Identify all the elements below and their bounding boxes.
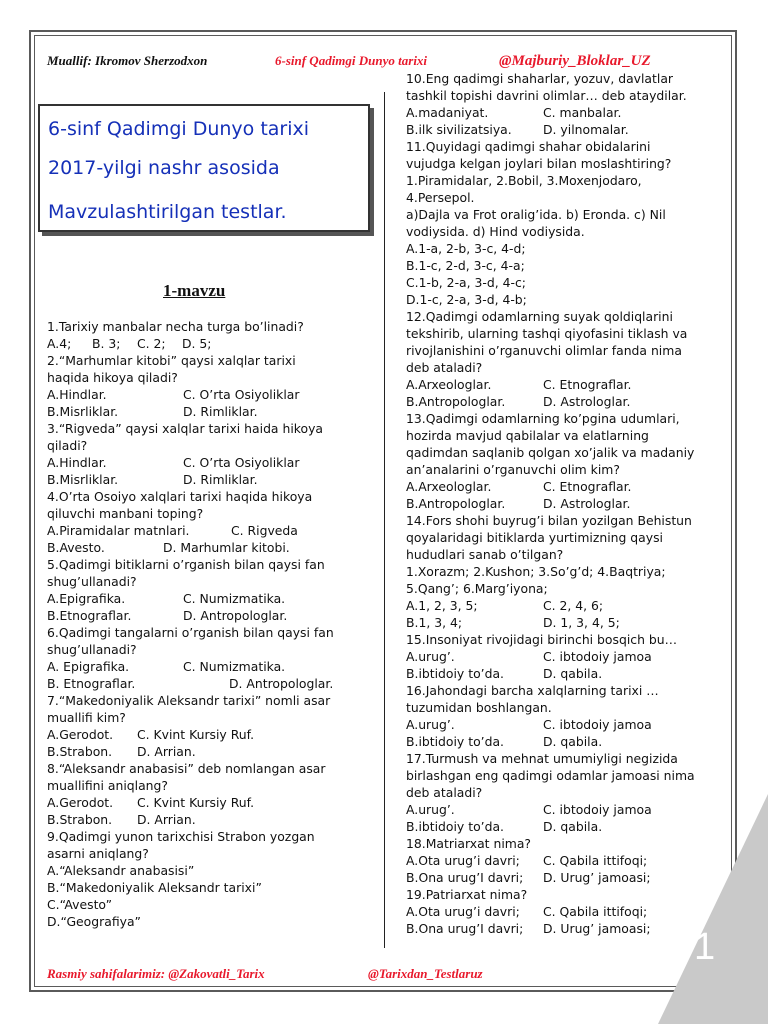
question-text: vujudga kelgan joylari bilan moslashtiring? (406, 156, 672, 171)
answer-option: D. Rimliklar. (183, 404, 258, 419)
question-line (406, 444, 716, 461)
question-text: 1.Piramidalar, 2.Bobil, 3.Moxenjodaro, (406, 173, 642, 188)
question-line (406, 87, 716, 104)
answer-option: C. Etnograflar. (543, 377, 632, 392)
question-line (406, 580, 716, 597)
answer-option: A.Hindlar. (47, 455, 107, 470)
question-text: 5.Qang’; 6.Marg’iyona; (406, 581, 548, 596)
question-line (406, 104, 716, 121)
question-text: an’analarini o’rganuvchi olim kim? (406, 462, 620, 477)
answer-option: C. 2, 4, 6; (543, 598, 604, 613)
answer-option: C. Kvint Kursiy Ruf. (137, 795, 255, 810)
answer-option: C. ibtodoiy jamoa (543, 802, 652, 817)
answer-option: D. Marhumlar kitobi. (163, 540, 290, 555)
question-text: B.“Makedoniyalik Aleksandr tarixi” (47, 880, 262, 895)
question-text: 14.Fors shohi buyrug’i bilan yozilgan Behistun (406, 513, 692, 528)
question-line (47, 641, 377, 658)
question-text: 5.Qadimgi bitiklarni o’rganish bilan qaysi fan (47, 557, 325, 572)
question-line (406, 342, 716, 359)
header-subject: 6-sinf Qadimgi Dunyo tarixi (275, 53, 428, 68)
question-text: 11.Quyidagi qadimgi shahar obidalarini (406, 139, 651, 154)
question-line (47, 845, 377, 862)
question-line (406, 869, 716, 886)
question-text: muallifini aniqlang? (47, 778, 168, 793)
question-line (406, 597, 716, 614)
answer-option: C. 2; (137, 336, 166, 351)
question-line (406, 716, 716, 733)
answer-option: C. ibtodoiy jamoa (543, 649, 652, 664)
question-line (406, 920, 716, 937)
question-text: B.1-c, 2-d, 3-c, 4-a; (406, 258, 525, 273)
answer-option: C. Kvint Kursiy Ruf. (137, 727, 255, 742)
question-line (406, 189, 716, 206)
question-line (406, 852, 716, 869)
question-text: 1.Xorazm; 2.Kushon; 3.So’g’d; 4.Baqtriya; (406, 564, 666, 579)
question-line (406, 478, 716, 495)
answer-option: A.Ota urug’i davri; (406, 904, 520, 919)
question-line (47, 420, 377, 437)
question-line (406, 461, 716, 478)
question-line (406, 376, 716, 393)
question-line (406, 835, 716, 852)
answer-option: D. Urug’ jamoasi; (543, 921, 651, 936)
answer-option: B.ibtidoiy to’da. (406, 734, 504, 749)
question-text: deb ataladi? (406, 785, 483, 800)
answer-option: A.Epigrafika. (47, 591, 126, 606)
answer-option: A.urug’. (406, 802, 455, 817)
answer-option: C. ibtodoiy jamoa (543, 717, 652, 732)
answer-option: C. Qabila ittifoqi; (543, 853, 648, 868)
question-line (47, 352, 377, 369)
answer-option: D. Astrologlar. (543, 394, 631, 409)
question-line (47, 522, 377, 539)
question-text: D.1-c, 2-a, 3-d, 4-b; (406, 292, 527, 307)
answer-option: A.Gerodot. (47, 795, 114, 810)
question-text: muallifi kim? (47, 710, 126, 725)
question-line (47, 471, 377, 488)
question-text: birlashgan eng qadimgi odamlar jamoasi nima (406, 768, 695, 783)
question-text: tuzumidan boshlangan. (406, 700, 552, 715)
question-line (406, 138, 716, 155)
question-line (406, 121, 716, 138)
answer-option: B.Misrliklar. (47, 472, 119, 487)
question-text: 2.“Marhumlar kitobi” qaysi xalqlar tarixi (47, 353, 296, 368)
question-text: 16.Jahondagi barcha xalqlarning tarixi … (406, 683, 659, 698)
question-line (406, 750, 716, 767)
question-line (406, 274, 716, 291)
question-text: 6.Qadimgi tangalarni o’rganish bilan qaysi fan (47, 625, 334, 640)
question-text: 4.Persepol. (406, 190, 475, 205)
question-text: vodiysida. d) Hind vodiysida. (406, 224, 585, 239)
question-line (47, 539, 377, 556)
title-line-1: 6-sinf Qadimgi Dunyo tarixi (48, 118, 310, 140)
question-line (406, 223, 716, 240)
answer-option: B.1, 3, 4; (406, 615, 463, 630)
question-line (47, 675, 377, 692)
section-title: 1-mavzu (163, 281, 226, 300)
question-line (47, 488, 377, 505)
answer-option: A.4; (47, 336, 72, 351)
question-text: a)Dajla va Frot oralig’ida. b) Eronda. c) Nil (406, 207, 666, 222)
answer-option: A.Piramidalar matnlari. (47, 523, 190, 538)
question-text: 19.Patriarxat nima? (406, 887, 528, 902)
question-text: 4.O’rta Osoiyo xalqlari tarixi haqida hikoya (47, 489, 313, 504)
footer-left: Rasmiy sahifalarimiz: @Zakovatli_Tarix (47, 966, 265, 981)
question-text: A.“Aleksandr anabasisi” (47, 863, 195, 878)
answer-option: A.urug’. (406, 717, 455, 732)
answer-option: A.urug’. (406, 649, 455, 664)
question-line (406, 648, 716, 665)
question-line (47, 879, 377, 896)
question-text: deb ataladi? (406, 360, 483, 375)
header-handle: @Majburiy_Bloklar_UZ (499, 53, 651, 69)
answer-option: A.Ota urug’i davri; (406, 853, 520, 868)
answer-option: D. Antropologlar. (229, 676, 334, 691)
answer-option: C. manbalar. (543, 105, 622, 120)
answer-option: C. Numizmatika. (183, 591, 286, 606)
question-line (406, 393, 716, 410)
question-text: 1.Tarixiy manbalar necha turga bo’linadi? (47, 319, 304, 334)
answer-option: B.ilk sivilizatsiya. (406, 122, 512, 137)
title-line-3: Mavzulashtirilgan testlar. (48, 201, 287, 223)
question-line (47, 607, 377, 624)
question-line (406, 665, 716, 682)
question-line (406, 903, 716, 920)
question-text: hozirda mavjud qabilalar va elatlarning (406, 428, 649, 443)
question-text: C.1-b, 2-a, 3-d, 4-c; (406, 275, 526, 290)
question-line (47, 862, 377, 879)
question-line (406, 206, 716, 223)
header-author: Muallif: Ikromov Sherzodxon (47, 53, 208, 68)
question-text: 8.“Aleksandr anabasisi” deb nomlangan asar (47, 761, 326, 776)
answer-option: D. yilnomalar. (543, 122, 629, 137)
left-column (47, 318, 377, 930)
answer-option: D. qabila. (543, 819, 603, 834)
question-line (406, 512, 716, 529)
answer-option: B.Antropologlar. (406, 496, 506, 511)
question-text: shug’ullanadi? (47, 574, 137, 589)
answer-option: A.madaniyat. (406, 105, 489, 120)
question-line (406, 155, 716, 172)
question-line (406, 240, 716, 257)
question-line (406, 308, 716, 325)
question-line (47, 794, 377, 811)
question-line (406, 563, 716, 580)
answer-option: B.Etnograflar. (47, 608, 132, 623)
question-line (406, 257, 716, 274)
question-line (47, 590, 377, 607)
answer-option: D. Astrologlar. (543, 496, 631, 511)
answer-option: C. Numizmatika. (183, 659, 286, 674)
question-text: qoyalaridagi bitiklarda yurtimizning qaysi (406, 530, 663, 545)
question-line (47, 828, 377, 845)
question-line (47, 709, 377, 726)
question-text: 9.Qadimgi yunon tarixchisi Strabon yozgan (47, 829, 315, 844)
answer-option: A.Hindlar. (47, 387, 107, 402)
question-text: 3.“Rigveda” qaysi xalqlar tarixi haida hikoya (47, 421, 323, 436)
answer-option: B.Ona urug’I davri; (406, 921, 524, 936)
question-line (47, 658, 377, 675)
answer-option: D. Antropologlar. (183, 608, 288, 623)
question-line (47, 318, 377, 335)
answer-option: D. qabila. (543, 734, 603, 749)
question-text: A.1-a, 2-b, 3-c, 4-d; (406, 241, 526, 256)
answer-option: B.ibtidoiy to’da. (406, 819, 504, 834)
question-line (47, 454, 377, 471)
question-text: qiluvchi manbani toping? (47, 506, 204, 521)
question-line (406, 325, 716, 342)
answer-option: C. O’rta Osiyoliklar (183, 455, 300, 470)
answer-option: D. 1, 3, 4, 5; (543, 615, 620, 630)
question-line (406, 291, 716, 308)
question-line (47, 335, 377, 352)
question-line (406, 801, 716, 818)
answer-option: D. Rimliklar. (183, 472, 258, 487)
question-text: qiladi? (47, 438, 88, 453)
question-text: tashkil topishi davrini olimlar… deb ataydilar. (406, 88, 687, 103)
answer-option: C. Qabila ittifoqi; (543, 904, 648, 919)
question-line (47, 777, 377, 794)
answer-option: B.Strabon. (47, 812, 113, 827)
question-line (47, 369, 377, 386)
question-text: 15.Insoniyat rivojidagi birinchi bosqich bu… (406, 632, 677, 647)
question-text: 18.Matriarxat nima? (406, 836, 531, 851)
answer-option: A.1, 2, 3, 5; (406, 598, 478, 613)
question-text: 13.Qadimgi odamlarning ko’pgina udumlari, (406, 411, 680, 426)
question-line (47, 624, 377, 641)
answer-option: B.Misrliklar. (47, 404, 119, 419)
page-number: 1 (694, 926, 716, 968)
answer-option: D. Arrian. (137, 812, 196, 827)
answer-option: C. Etnograflar. (543, 479, 632, 494)
question-line (47, 573, 377, 590)
right-column (406, 70, 716, 937)
question-line (47, 556, 377, 573)
question-line (47, 403, 377, 420)
question-line (47, 811, 377, 828)
answer-option: B.ibtidoiy to’da. (406, 666, 504, 681)
question-text: tekshirib, ularning tashqi qiyofasini tiklash va (406, 326, 688, 341)
question-line (47, 726, 377, 743)
question-text: qadimdan saqlanib qolgan xo’jalik va madaniy (406, 445, 695, 460)
question-line (47, 913, 377, 930)
answer-option: A.Gerodot. (47, 727, 114, 742)
answer-option: C. Rigveda (231, 523, 298, 538)
question-line (47, 386, 377, 403)
question-line (406, 546, 716, 563)
title-box (38, 104, 370, 232)
question-text: hududlari sanab o’tilgan? (406, 547, 564, 562)
answer-option: D. qabila. (543, 666, 603, 681)
question-line (406, 767, 716, 784)
question-line (406, 733, 716, 750)
answer-option: D. Arrian. (137, 744, 196, 759)
answer-option: D. Urug’ jamoasi; (543, 870, 651, 885)
question-line (47, 505, 377, 522)
question-text: haqida hikoya qiladi? (47, 370, 178, 385)
question-line (406, 172, 716, 189)
question-line (406, 359, 716, 376)
question-line (406, 495, 716, 512)
answer-option: B. 3; (92, 336, 121, 351)
question-line (406, 614, 716, 631)
question-line (406, 818, 716, 835)
question-line (406, 70, 716, 87)
question-text: 12.Qadimgi odamlarning suyak qoldiqlarini (406, 309, 673, 324)
question-text: shug’ullanadi? (47, 642, 137, 657)
answer-option: A.Arxeologlar. (406, 377, 492, 392)
question-line (406, 427, 716, 444)
question-line (406, 410, 716, 427)
question-line (406, 682, 716, 699)
answer-option: D. 5; (182, 336, 212, 351)
question-text: asarni aniqlang? (47, 846, 149, 861)
question-line (47, 437, 377, 454)
question-text: 7.“Makedoniyalik Aleksandr tarixi” nomli asar (47, 693, 331, 708)
question-line (406, 529, 716, 546)
question-line (406, 784, 716, 801)
answer-option: A.Arxeologlar. (406, 479, 492, 494)
question-text: D.“Geografiya” (47, 914, 141, 929)
question-text: C.“Avesto” (47, 897, 112, 912)
question-text: 17.Turmush va mehnat umumiyligi negizida (406, 751, 678, 766)
answer-option: B.Antropologlar. (406, 394, 506, 409)
answer-option: B.Avesto. (47, 540, 105, 555)
title-line-2: 2017-yilgi nashr asosida (48, 157, 280, 179)
question-line (47, 692, 377, 709)
question-line (406, 699, 716, 716)
question-line (47, 896, 377, 913)
question-line (47, 760, 377, 777)
question-text: 10.Eng qadimgi shaharlar, yozuv, davlatlar (406, 71, 674, 86)
question-text: rivojlanishini o’rganuvchi olimlar fanda nima (406, 343, 682, 358)
answer-option: C. O’rta Osiyoliklar (183, 387, 300, 402)
question-line (406, 886, 716, 903)
footer-right: @Tarixdan_Testlaruz (368, 966, 483, 981)
column-divider (384, 92, 385, 948)
answer-option: B.Ona urug’I davri; (406, 870, 524, 885)
question-line (406, 631, 716, 648)
question-line (47, 743, 377, 760)
answer-option: B. Etnograflar. (47, 676, 136, 691)
answer-option: B.Strabon. (47, 744, 113, 759)
answer-option: A. Epigrafika. (47, 659, 130, 674)
